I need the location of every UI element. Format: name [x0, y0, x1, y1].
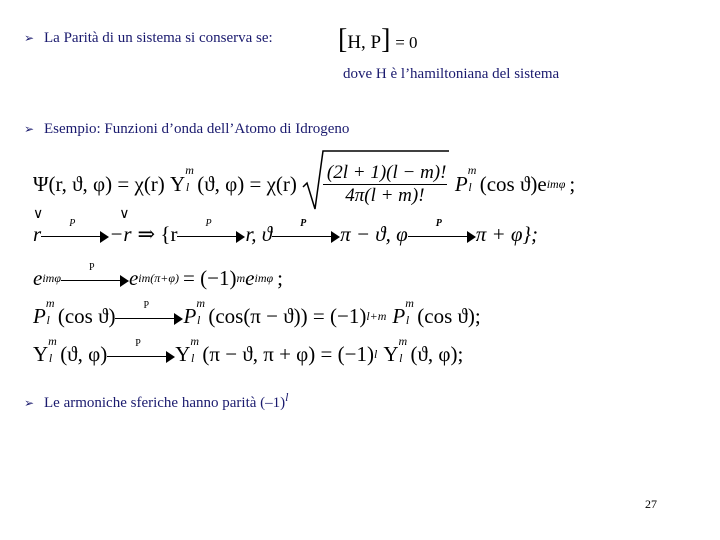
parity-arrow: P	[107, 348, 175, 362]
minus-one-power: m	[236, 271, 246, 285]
r-theta: r, ϑ	[245, 222, 273, 246]
exp-base: e	[128, 266, 139, 290]
legendre-p: P	[33, 304, 46, 328]
page-number: 27	[645, 497, 657, 511]
eq5-arg: (ϑ, φ)	[60, 342, 108, 366]
parity-arrow: P	[177, 228, 245, 242]
commutator-result: = 0	[395, 33, 418, 52]
legendre-p: P	[392, 304, 406, 328]
eq5-rhs: (π − ϑ, π + φ) = (−1)	[202, 342, 374, 366]
parity-arrow: P	[41, 228, 109, 242]
eq4-rhs: (cos(π − ϑ)) = (−1)	[208, 304, 367, 328]
parity-arrow: P	[408, 228, 476, 242]
harmonic-y: Y	[33, 342, 49, 366]
bullet-parity-conservation	[24, 30, 273, 47]
bullet-text: La Parità di un sistema si conserva se:	[44, 30, 273, 46]
parity-arrow: P	[115, 310, 183, 324]
eq1-lhs: Ψ(r, ϑ, φ) = χ(r) Y	[33, 171, 186, 196]
bullet-example	[24, 121, 349, 138]
vector-minus-r: ∨ −r	[109, 207, 132, 246]
arrow-bullet-icon: ➢	[24, 31, 35, 45]
exp-power: im(π+φ)	[138, 271, 180, 285]
legendre-p: P	[183, 304, 197, 328]
eq4-end: (cos ϑ);	[417, 304, 481, 328]
right-bracket: ]	[381, 24, 391, 55]
bullet-harmonics-parity	[24, 390, 288, 412]
normalization-fraction	[323, 162, 447, 207]
fraction-numerator: (2l + 1)(l − m)!	[323, 162, 447, 185]
exp-power: imφ	[42, 271, 61, 285]
eq1-exponent: imφ	[546, 176, 566, 191]
eq5-power: l	[373, 347, 378, 361]
left-bracket: [	[338, 24, 348, 55]
hamiltonian-note: dove H è l’hamiltoniana del sistema	[343, 66, 560, 82]
exp-power: imφ	[254, 271, 274, 285]
eq5-end: (ϑ, φ);	[410, 342, 464, 366]
eq1-tail: (cos ϑ)e	[479, 171, 547, 196]
wavefunction-equation: Ψ(r, ϑ, φ) = χ(r) Y ml (ϑ, φ) = χ(r) $\frac{(2l + 1)(l - m)!}{4\pi(l + m)!}$ P ml (cos ϑ)e imφ ;	[33, 152, 575, 216]
bullet-text: Esempio: Funzioni d’onda dell’Atomo di Idrogeno	[44, 121, 350, 137]
m-index: m	[467, 163, 477, 177]
parity-coordinates-equation	[33, 207, 538, 247]
minus-one: = (−1)	[183, 266, 237, 290]
arrow-bullet-icon: ➢	[24, 122, 35, 136]
parity-arrow: P	[61, 272, 129, 286]
implies-brace: ⇒ {r	[137, 222, 178, 246]
pi-minus-theta: π − ϑ, φ	[340, 222, 408, 246]
spherical-harmonic-parity-equation: Y ml (ϑ, φ) P Y ml (π − ϑ, π + φ) = (−1) l Y ml (ϑ, φ);	[33, 333, 464, 366]
arrow-bullet-icon: ➢	[24, 396, 35, 410]
eq4-arg: (cos ϑ)	[57, 304, 116, 328]
legendre-parity-equation: P ml (cos ϑ) P P ml (cos(π − ϑ)) = (−1) l+m P ml (cos ϑ);	[33, 295, 481, 328]
eq1-mid: (ϑ, φ) = χ(r)	[197, 171, 297, 196]
vector-r: ∨ r	[33, 207, 44, 246]
exp-base: e	[33, 266, 43, 290]
commutator-equation	[338, 24, 418, 56]
l-index: l	[468, 180, 472, 194]
bullet-text: Le armoniche sferiche hanno parità (–1)	[44, 395, 286, 411]
harmonic-y: Y	[175, 342, 191, 366]
parity-exponent: l	[285, 390, 289, 404]
exp-base: e	[245, 266, 255, 290]
legendre-p: P	[454, 171, 468, 196]
parity-arrow: P	[272, 228, 340, 242]
pi-plus-phi: π + φ};	[475, 222, 538, 246]
m-index: m	[185, 163, 194, 177]
commutator-operators: H, P	[347, 32, 382, 53]
fraction-denominator: 4π(l + m)!	[345, 184, 425, 206]
l-index: l	[185, 180, 190, 194]
harmonic-y: Y	[383, 342, 399, 366]
eq4-power: l+m	[366, 309, 387, 323]
semicolon: ;	[277, 266, 283, 290]
phase-parity-equation	[33, 261, 283, 291]
